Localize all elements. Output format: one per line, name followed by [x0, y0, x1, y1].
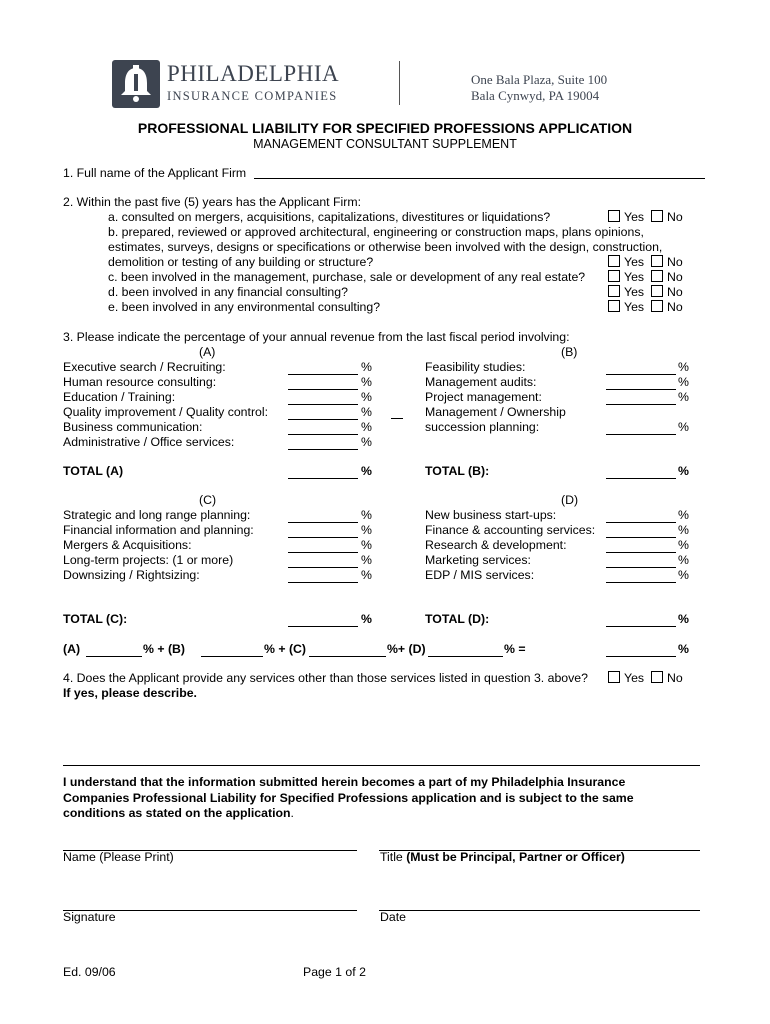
logo-word-philadelphia: PHILADELPHIA: [167, 61, 340, 86]
name-label: Name (Please Print): [63, 850, 174, 864]
section-a-heading: (A): [199, 345, 216, 359]
q2d-no-checkbox[interactable]: [651, 285, 663, 297]
percent-sign: %: [361, 435, 372, 449]
section-a-field[interactable]: [288, 419, 358, 420]
section-c-item: Mergers & Acquisitions:: [63, 538, 192, 552]
section-a-item: Administrative / Office services:: [63, 435, 235, 449]
total-a-label: TOTAL (A): [63, 464, 124, 478]
declaration-line-3-wrap: conditions as stated on the application.: [63, 806, 294, 820]
percent-sign: %: [361, 375, 372, 389]
percent-sign: %: [361, 390, 372, 404]
q2d-no-label: No: [667, 285, 683, 299]
section-c-item: Financial information and planning:: [63, 523, 254, 537]
section-a-field[interactable]: [288, 449, 358, 450]
page-subtitle: MANAGEMENT CONSULTANT SUPPLEMENT: [253, 137, 517, 151]
section-d-field[interactable]: [606, 567, 676, 568]
sum-c-field[interactable]: [309, 656, 386, 657]
percent-sign: %: [678, 642, 689, 656]
q2e-text: e. been involved in any environmental consulting?: [108, 300, 381, 314]
sum-total-field[interactable]: [606, 656, 676, 657]
section-d-item: Research & development:: [425, 538, 567, 552]
date-label: Date: [380, 910, 406, 924]
total-d-field[interactable]: [606, 626, 676, 627]
sum-a-field[interactable]: [86, 656, 142, 657]
q4-description-area[interactable]: [63, 702, 700, 762]
section-b-field[interactable]: [606, 404, 676, 405]
section-d-item: Marketing services:: [425, 553, 531, 567]
title-label: Title: [380, 850, 403, 864]
section-c-heading: (C): [199, 493, 217, 507]
percent-sign: %: [678, 420, 689, 434]
signature-label: Signature: [63, 910, 116, 924]
q2b-no-label: No: [667, 255, 683, 269]
sum-label-equals: % =: [504, 642, 526, 656]
q2b-yes-label: Yes: [624, 255, 645, 269]
section-b-item: Management / Ownership: [425, 405, 566, 419]
section-b-item: Management audits:: [425, 375, 537, 389]
declaration-line-1: I understand that the information submitted herein becomes a part of my Philadelphia Insurance: [63, 775, 626, 789]
q2a-no-checkbox[interactable]: [651, 210, 663, 222]
q2d-yes-checkbox[interactable]: [608, 285, 620, 297]
section-d-field[interactable]: [606, 537, 676, 538]
percent-sign: %: [361, 612, 372, 626]
q2e-no-checkbox[interactable]: [651, 300, 663, 312]
section-b-heading: (B): [561, 345, 578, 359]
declaration-line-3: conditions as stated on the application: [63, 806, 291, 820]
q1-label: 1. Full name of the Applicant Firm: [63, 166, 247, 180]
percent-sign: %: [678, 538, 689, 552]
q4-no-checkbox[interactable]: [651, 671, 663, 683]
total-b-label: TOTAL (B):: [425, 464, 490, 478]
section-d-item: Finance & accounting services:: [425, 523, 596, 537]
sum-label-a: (A): [63, 642, 81, 656]
percent-sign: %: [678, 612, 689, 626]
date-field[interactable]: [379, 910, 700, 911]
q2a-no-label: No: [667, 210, 683, 224]
percent-sign: %: [361, 360, 372, 374]
section-d-field[interactable]: [606, 552, 676, 553]
sum-label-c: % + (C): [264, 642, 307, 656]
section-b-item: succession planning:: [425, 420, 540, 434]
total-c-field[interactable]: [288, 626, 358, 627]
q4-text: 4. Does the Applicant provide any services other than those services listed in question 3. above?: [63, 671, 588, 685]
percent-sign: %: [361, 420, 372, 434]
q4-follow-up: If yes, please describe.: [63, 686, 197, 700]
sum-d-field[interactable]: [428, 656, 503, 657]
section-a-item: Human resource consulting:: [63, 375, 217, 389]
address-line-2: Bala Cynwyd, PA 19004: [471, 88, 600, 103]
section-b-field[interactable]: [606, 374, 676, 375]
percent-sign: %: [678, 568, 689, 582]
applicant-firm-name-field[interactable]: [254, 178, 705, 179]
q2e-yes-checkbox[interactable]: [608, 300, 620, 312]
q2c-yes-label: Yes: [624, 270, 645, 284]
total-d-label: TOTAL (D):: [425, 612, 490, 626]
title-label-wrap: [380, 851, 625, 863]
percent-sign: %: [361, 538, 372, 552]
title-note: (Must be Principal, Partner or Officer): [406, 850, 625, 864]
section-c-field[interactable]: [288, 537, 358, 538]
edition-label: Ed. 09/06: [63, 965, 116, 979]
q2b-text-1: b. prepared, reviewed or approved architectural, engineering or construction maps, plans opinions,: [108, 225, 644, 239]
section-a-field[interactable]: [288, 404, 358, 405]
q2c-text: c. been involved in the management, purchase, sale or development of any real estate?: [108, 270, 586, 284]
percent-sign: %: [678, 553, 689, 567]
section-c-item: Strategic and long range planning:: [63, 508, 251, 522]
section-b-field[interactable]: [606, 434, 676, 435]
total-b-field[interactable]: [606, 478, 676, 479]
q2-intro: 2. Within the past five (5) years has the Applicant Firm:: [63, 195, 361, 209]
section-c-field[interactable]: [288, 567, 358, 568]
percent-sign: %: [361, 568, 372, 582]
section-b-item: Feasibility studies:: [425, 360, 526, 374]
q2c-no-checkbox[interactable]: [651, 270, 663, 282]
percent-sign: %: [361, 464, 372, 478]
q2a-text: a. consulted on mergers, acquisitions, capitalizations, divestitures or liquidations?: [108, 210, 551, 224]
q4-description-line[interactable]: [63, 765, 700, 766]
percent-sign: %: [678, 360, 689, 374]
section-a-field[interactable]: [288, 389, 358, 390]
q4-yes-label: Yes: [624, 671, 645, 685]
percent-sign: %: [678, 464, 689, 478]
sum-label-d: %+ (D): [387, 642, 426, 656]
percent-sign: %: [361, 405, 372, 419]
divider-dash: [391, 418, 403, 419]
q4-no-label: No: [667, 671, 683, 685]
section-a-item: Executive search / Recruiting:: [63, 360, 226, 374]
company-logo-icon: [112, 60, 160, 108]
q2c-yes-checkbox[interactable]: [608, 270, 620, 282]
percent-sign: %: [678, 375, 689, 389]
section-a-field[interactable]: [288, 374, 358, 375]
section-a-field[interactable]: [288, 434, 358, 435]
percent-sign: %: [678, 390, 689, 404]
q2b-text-2: estimates, surveys, designs or specifications or otherwise been involved with the design, construction,: [108, 240, 663, 254]
page-title: PROFESSIONAL LIABILITY FOR SPECIFIED PROFESSIONS APPLICATION: [137, 120, 633, 136]
q2c-no-label: No: [667, 270, 683, 284]
section-d-field[interactable]: [606, 522, 676, 523]
q2e-no-label: No: [667, 300, 683, 314]
total-a-field[interactable]: [288, 478, 358, 479]
section-c-field[interactable]: [288, 582, 358, 583]
percent-sign: %: [361, 508, 372, 522]
percent-sign: %: [678, 508, 689, 522]
q2d-text: d. been involved in any financial consulting?: [108, 285, 348, 299]
q2b-text-3: demolition or testing of any building or structure?: [108, 255, 374, 269]
q2b-no-checkbox[interactable]: [651, 255, 663, 267]
sum-b-field[interactable]: [201, 656, 263, 657]
logo-word-insurance-companies: INSURANCE COMPANIES: [167, 89, 338, 103]
page-number: Page 1 of 2: [303, 965, 366, 979]
section-c-item: Long-term projects: (1 or more): [63, 553, 234, 567]
total-c-label: TOTAL (C):: [63, 612, 128, 626]
q2a-yes-checkbox[interactable]: [608, 210, 620, 222]
section-b-item: Project management:: [425, 390, 542, 404]
section-c-item: Downsizing / Rightsizing:: [63, 568, 200, 582]
section-a-item: Quality improvement / Quality control:: [63, 405, 269, 419]
q2d-yes-label: Yes: [624, 285, 645, 299]
section-d-field[interactable]: [606, 582, 676, 583]
section-a-item: Business communication:: [63, 420, 203, 434]
section-b-field[interactable]: [606, 389, 676, 390]
section-d-heading: (D): [561, 493, 579, 507]
q2a-yes-label: Yes: [624, 210, 645, 224]
address-line-1: One Bala Plaza, Suite 100: [471, 72, 608, 87]
q2e-yes-label: Yes: [624, 300, 645, 314]
sum-label-b: % + (B): [143, 642, 186, 656]
q4-yes-checkbox[interactable]: [608, 671, 620, 683]
declaration-line-2: Companies Professional Liability for Specified Professions application and is subject to the same: [63, 791, 634, 805]
section-c-field[interactable]: [288, 552, 358, 553]
section-d-item: New business start-ups:: [425, 508, 557, 522]
header-divider: [399, 61, 400, 105]
section-c-field[interactable]: [288, 522, 358, 523]
percent-sign: %: [361, 523, 372, 537]
q2b-yes-checkbox[interactable]: [608, 255, 620, 267]
percent-sign: %: [678, 523, 689, 537]
percent-sign: %: [361, 553, 372, 567]
section-d-item: EDP / MIS services:: [425, 568, 535, 582]
section-a-item: Education / Training:: [63, 390, 176, 404]
q3-intro: 3. Please indicate the percentage of your annual revenue from the last fiscal period involving:: [63, 330, 570, 344]
